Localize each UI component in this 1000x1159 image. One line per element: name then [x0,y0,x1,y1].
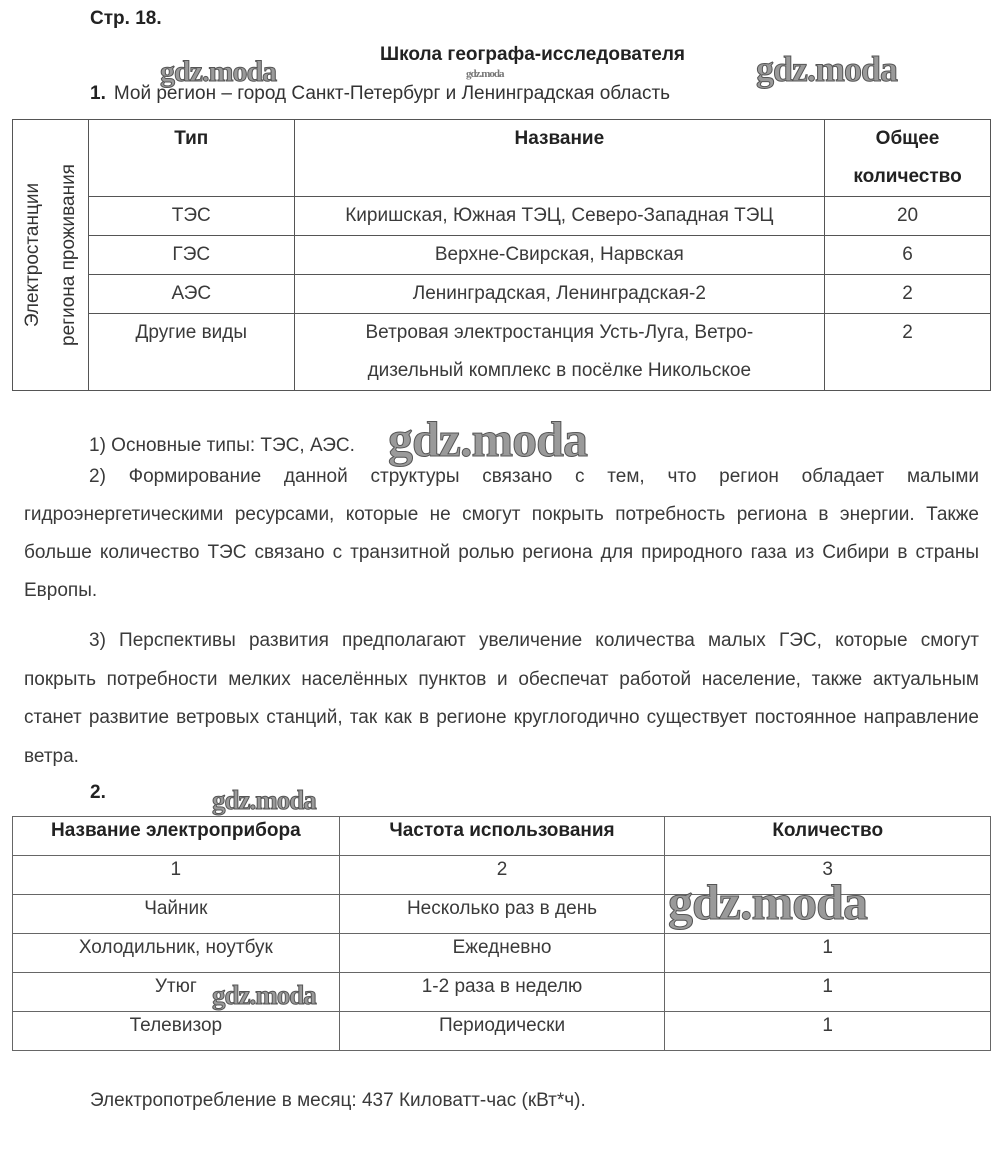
cell-device: Утюг [13,973,340,1012]
row-header-label: Электростанции региона проживания [21,164,79,346]
table-row [13,197,991,236]
answer-1: 1) Основные типы: ТЭС, АЭС. [89,435,355,456]
cell-device: Телевизор [13,1012,340,1051]
table-header-row [13,817,991,856]
monthly-consumption: Электропотребление в месяц: 437 Киловатт-час (кВт*ч). [90,1090,586,1111]
table-row [13,275,991,314]
column-header-type: Тип [88,120,294,197]
watermark: gdz.moda [212,785,316,815]
task1-number: 1. [90,83,106,104]
cell-frequency: Периодически [339,1012,665,1051]
appliances-table [12,816,991,1051]
cell-device: Чайник [13,895,340,934]
cell-device: Холодильник, ноутбук [13,934,340,973]
cell-frequency: Несколько раз в день [339,895,665,934]
cell-count: 2 [825,314,991,391]
column-header-name: Название [294,120,824,197]
column-header-count: Количество [665,817,991,856]
cell-frequency: Ежедневно [339,934,665,973]
answer-2: 2) Формирование данной структуры связано с тем, что регион обладает малыми гидроэнергетическими ресурсами, которые не смогут покрыть потребность региона в энергии. Также больше количество ТЭС связано с транзитной ролью региона для природного газа из Сибири в страны Европы. [24,466,979,601]
cell-name: Ветровая электростанция Усть-Луга, Ветро- дизельный комплекс в посёлке Никольское [294,314,824,391]
column-numbers-row: 1 2 3 [13,856,991,895]
column-header-device: Название электроприбора [13,817,340,856]
column-header-total: Общее количество [825,120,991,197]
page-number: Стр. 18. [90,8,162,29]
power-stations-table [12,119,991,391]
table-row [13,973,991,1012]
watermark: gdz.moda [160,55,277,88]
table-row [13,1012,991,1051]
watermark: gdz.moda [212,980,316,1010]
cell-count [665,895,991,934]
task1-heading [90,83,670,105]
section-title: Школа географа-исследователя [380,44,685,65]
table-row [13,934,991,973]
cell-name: Киришская, Южная ТЭЦ, Северо-Западная ТЭЦ [294,197,824,236]
cell-type: ГЭС [88,236,294,275]
table-row [13,314,991,391]
cell-name: Верхне-Свирская, Нарвская [294,236,824,275]
cell-type: АЭС [88,275,294,314]
cell-count: 1 [665,973,991,1012]
cell-count: 2 [825,275,991,314]
cell-name: Ленинградская, Ленинградская-2 [294,275,824,314]
cell-count: 20 [825,197,991,236]
cell-frequency: 1-2 раза в неделю [339,973,665,1012]
cell-count: 6 [825,236,991,275]
watermark: gdz.moda [388,411,587,467]
table-row [13,895,991,934]
cell-type: ТЭС [88,197,294,236]
answer-3: 3) Перспективы развития предполагают увеличение количества малых ГЭС, которые смогут покрыть потребности мелких населённых пунктов и обеспечат работой население, также актуальным станет развитие ветровых станций, так как в регионе круглогодично существует постоянное направление ветра. [24,630,979,767]
cell-type: Другие виды [88,314,294,391]
column-header-frequency: Частота использования [339,817,665,856]
table-row [13,236,991,275]
cell-count: 1 [665,934,991,973]
cell-count: 1 [665,1012,991,1051]
row-header-cell [13,120,89,391]
table-header-row [13,120,991,197]
watermark: gdz.moda [756,49,898,89]
task1-title: Мой регион – город Санкт-Петербург и Ленинградская область [113,83,671,104]
task2-number: 2. [90,782,106,803]
watermark-small: gdz.moda [466,68,504,80]
watermark: gdz.moda [668,874,867,930]
